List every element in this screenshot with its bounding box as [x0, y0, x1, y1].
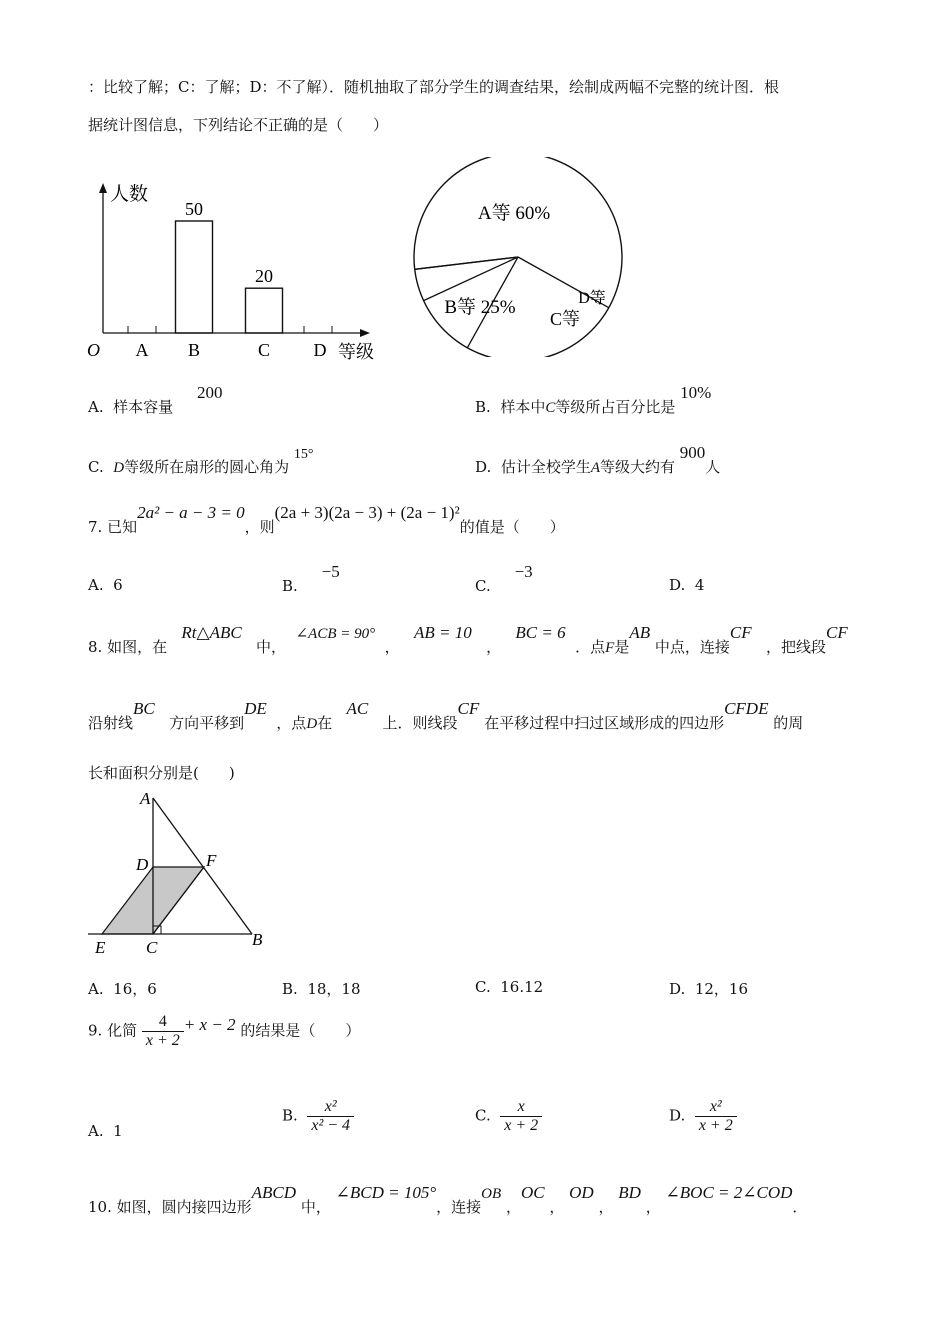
- q6-stem-line1: ：比较了解；C：了解；D：不了解）．随机抽取了部分学生的调查结果，绘制成两幅不完整的统计图．根: [88, 78, 780, 96]
- point-d-label: D: [136, 855, 149, 874]
- q9-stem: 9. 化简 $\frac{4}{x + 2}$ + x − 2 的结果是（ ）: [88, 1013, 361, 1049]
- x-tick-label-b: B: [187, 340, 201, 360]
- pie-label-1: B等 25%: [444, 297, 516, 318]
- q8-figure: [85, 788, 275, 958]
- q6-option-d: D. 估计全校学生A等级大约有 900人: [475, 443, 721, 476]
- pie-label-0: A等 60%: [477, 203, 551, 224]
- point-f-label: F: [206, 851, 217, 870]
- point-a-label: A: [140, 789, 151, 808]
- bar-value-label-b: 50: [185, 199, 203, 219]
- point-b-label: B: [252, 930, 263, 949]
- q8-option-c: C. 16.12: [475, 978, 544, 996]
- q8-option-d: D. 12，16: [669, 980, 748, 998]
- q9-fraction: $\frac{4}{x + 2}$: [142, 1013, 184, 1050]
- x-tick-label-d: D: [313, 340, 327, 360]
- q7-option-c: C. −3: [475, 562, 533, 595]
- q9-option-d: D. $\frac{\text{x²}}{x + 2}$: [669, 1098, 737, 1135]
- y-axis-arrow: [99, 183, 107, 193]
- bar-value-label-c: 20: [255, 266, 273, 287]
- pie-label-2: C等: [549, 309, 581, 329]
- y-axis-label: 人数: [110, 184, 149, 205]
- point-c-label: C: [146, 938, 158, 957]
- origin-label: O: [87, 340, 100, 360]
- pie-label-3: D等: [578, 290, 606, 307]
- q6-option-b: B. 样本中C等级所占百分比是 10%: [475, 383, 712, 416]
- q9-option-a: A. 1: [88, 1122, 123, 1140]
- q10-stem: 10. 如图，圆内接四边形ABCD 中， ∠BCD = 105°，连接OB ，OC ， OD ， BD ， ∠BOC = 2∠COD．: [88, 1183, 808, 1216]
- q8-option-a: A. 16，6: [88, 980, 157, 998]
- bar-chart: [80, 175, 380, 375]
- x-axis-label: 等级: [338, 342, 374, 362]
- q6-option-a: A. 样本容量 200: [88, 383, 223, 416]
- q9-option-c: C. $\frac{x}{x + 2}$: [475, 1098, 542, 1135]
- q7-option-b: B. −5: [282, 562, 340, 595]
- q6-option-c: C. D等级所在扇形的圆心角为 15°: [88, 447, 314, 476]
- q8-stem-line3: 长和面积分别是( ): [88, 764, 235, 782]
- bar-c: [246, 288, 283, 333]
- q6-stem-line2: 据统计图信息，下列结论不正确的是（ ）: [88, 116, 389, 134]
- q9-option-b: B. $\frac{\text{x²}}{\text{x² − 4}}$: [282, 1098, 354, 1135]
- q8-stem-line1: 8. 如图，在 Rt△ABC 中， ∠ACB = 90° ， AB = 10 ， BC = 6 ．点F是AB 中点，连接CF ，把线段CF: [88, 623, 848, 656]
- pie-chart: [410, 157, 630, 357]
- q7-option-a: A. 6: [88, 576, 123, 594]
- point-e-label: E: [95, 938, 106, 957]
- x-tick-label-c: C: [257, 340, 271, 360]
- q7-option-d: D. 4: [669, 576, 705, 594]
- q8-stem-line2: 沿射线BC 方向平移到DE ，点D在 AC 上．则线段CF 在平移过程中扫过区域形成的四边形CFDE 的周: [88, 699, 804, 732]
- bar-b: [176, 221, 213, 333]
- x-axis-arrow: [360, 329, 370, 337]
- x-tick-label-a: A: [135, 340, 149, 360]
- q8-option-b: B. 18，18: [282, 980, 361, 998]
- q7-stem: 7. 已知2a² − a − 3 = 0，则(2a + 3)(2a − 3) + (2a − 1)²的值是（ ）: [88, 503, 565, 536]
